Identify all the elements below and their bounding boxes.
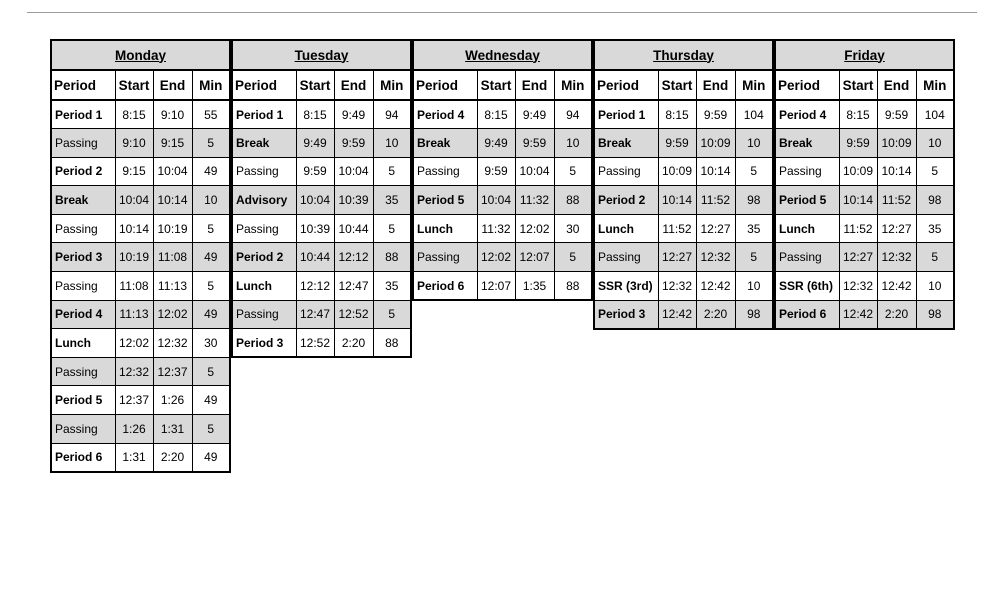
end-cell: 12:27 [877, 214, 916, 243]
start-cell: 12:02 [115, 329, 153, 358]
period-cell: Passing [775, 243, 839, 272]
day-table-thursday [593, 39, 774, 330]
end-cell: 10:09 [696, 129, 735, 158]
table-row [775, 129, 954, 158]
start-cell: 12:02 [477, 243, 515, 272]
start-cell: 12:27 [839, 243, 877, 272]
period-cell: Period 1 [594, 100, 658, 129]
start-cell: 10:39 [296, 214, 334, 243]
period-cell: Period 6 [775, 300, 839, 329]
period-cell: Period 5 [413, 186, 477, 215]
day-header: Friday [775, 40, 954, 70]
period-cell: Lunch [594, 214, 658, 243]
end-cell: 9:59 [696, 100, 735, 129]
start-cell: 9:15 [115, 157, 153, 186]
min-cell: 5 [192, 129, 230, 158]
min-cell: 10 [735, 129, 773, 158]
table-row [413, 129, 592, 158]
table-row [775, 100, 954, 129]
end-cell: 12:47 [334, 272, 373, 301]
period-cell: Passing [775, 157, 839, 186]
column-header-start: Start [839, 70, 877, 100]
end-cell: 12:02 [153, 300, 192, 329]
min-cell: 30 [192, 329, 230, 358]
start-cell: 12:42 [658, 300, 696, 329]
table-row [51, 243, 230, 272]
end-cell: 12:37 [153, 357, 192, 386]
table-row [232, 243, 411, 272]
column-header-start: Start [658, 70, 696, 100]
end-cell: 10:14 [153, 186, 192, 215]
table-row [594, 186, 773, 215]
min-cell: 30 [554, 214, 592, 243]
table-row [413, 272, 592, 301]
min-cell: 35 [373, 272, 411, 301]
start-cell: 10:44 [296, 243, 334, 272]
table-row [232, 329, 411, 358]
period-cell: Passing [51, 357, 115, 386]
start-cell: 8:15 [658, 100, 696, 129]
table-row [413, 186, 592, 215]
period-cell: Passing [232, 300, 296, 329]
period-cell: Period 3 [594, 300, 658, 329]
column-header-period: Period [775, 70, 839, 100]
min-cell: 5 [192, 214, 230, 243]
end-cell: 10:09 [877, 129, 916, 158]
period-cell: SSR (3rd) [594, 272, 658, 301]
min-cell: 10 [192, 186, 230, 215]
end-cell: 2:20 [153, 443, 192, 472]
column-header-period: Period [594, 70, 658, 100]
min-cell: 98 [735, 186, 773, 215]
table-row [775, 300, 954, 329]
min-cell: 5 [373, 214, 411, 243]
column-header-end: End [334, 70, 373, 100]
period-cell: Lunch [413, 214, 477, 243]
end-cell: 10:04 [334, 157, 373, 186]
min-cell: 5 [916, 243, 954, 272]
end-cell: 12:32 [877, 243, 916, 272]
period-cell: Passing [51, 129, 115, 158]
period-cell: Passing [413, 157, 477, 186]
start-cell: 9:49 [477, 129, 515, 158]
min-cell: 10 [373, 129, 411, 158]
end-cell: 11:08 [153, 243, 192, 272]
min-cell: 49 [192, 157, 230, 186]
column-header-end: End [153, 70, 192, 100]
start-cell: 12:12 [296, 272, 334, 301]
table-row [232, 157, 411, 186]
end-cell: 9:49 [515, 100, 554, 129]
period-cell: Passing [232, 214, 296, 243]
day-header: Wednesday [413, 40, 592, 70]
min-cell: 49 [192, 443, 230, 472]
start-cell: 12:07 [477, 272, 515, 301]
min-cell: 49 [192, 300, 230, 329]
period-cell: Passing [51, 272, 115, 301]
column-header-start: Start [115, 70, 153, 100]
period-cell: Break [51, 186, 115, 215]
period-cell: Break [775, 129, 839, 158]
min-cell: 5 [916, 157, 954, 186]
period-cell: Period 2 [232, 243, 296, 272]
start-cell: 11:32 [477, 214, 515, 243]
day-table-tuesday [231, 39, 412, 358]
start-cell: 12:37 [115, 386, 153, 415]
start-cell: 9:59 [477, 157, 515, 186]
period-cell: Lunch [232, 272, 296, 301]
table-row [232, 214, 411, 243]
start-cell: 8:15 [839, 100, 877, 129]
day-header: Tuesday [232, 40, 411, 70]
min-cell: 104 [916, 100, 954, 129]
min-cell: 5 [192, 272, 230, 301]
period-cell: Break [232, 129, 296, 158]
table-row [594, 129, 773, 158]
day-header: Thursday [594, 40, 773, 70]
start-cell: 8:15 [115, 100, 153, 129]
start-cell: 11:13 [115, 300, 153, 329]
period-cell: Period 3 [232, 329, 296, 358]
start-cell: 12:27 [658, 243, 696, 272]
column-header-period: Period [413, 70, 477, 100]
table-row [232, 272, 411, 301]
table-row [51, 129, 230, 158]
end-cell: 12:07 [515, 243, 554, 272]
table-row [232, 186, 411, 215]
start-cell: 1:31 [115, 443, 153, 472]
table-row [51, 415, 230, 444]
start-cell: 10:14 [839, 186, 877, 215]
min-cell: 10 [916, 272, 954, 301]
end-cell: 12:42 [696, 272, 735, 301]
column-header-start: Start [477, 70, 515, 100]
day-header: Monday [51, 40, 230, 70]
min-cell: 49 [192, 386, 230, 415]
start-cell: 11:52 [839, 214, 877, 243]
table-row [51, 272, 230, 301]
min-cell: 5 [554, 243, 592, 272]
end-cell: 9:49 [334, 100, 373, 129]
column-header-min: Min [373, 70, 411, 100]
end-cell: 2:20 [334, 329, 373, 358]
table-row [232, 300, 411, 329]
column-header-end: End [877, 70, 916, 100]
column-header-end: End [515, 70, 554, 100]
min-cell: 94 [373, 100, 411, 129]
column-header-min: Min [916, 70, 954, 100]
period-cell: Period 2 [51, 157, 115, 186]
column-header-end: End [696, 70, 735, 100]
table-row [51, 443, 230, 472]
min-cell: 88 [373, 329, 411, 358]
start-cell: 12:42 [839, 300, 877, 329]
end-cell: 10:04 [153, 157, 192, 186]
min-cell: 88 [554, 186, 592, 215]
min-cell: 35 [735, 214, 773, 243]
column-header-period: Period [51, 70, 115, 100]
end-cell: 12:32 [153, 329, 192, 358]
start-cell: 12:52 [296, 329, 334, 358]
end-cell: 10:04 [515, 157, 554, 186]
end-cell: 1:35 [515, 272, 554, 301]
table-row [413, 157, 592, 186]
end-cell: 12:42 [877, 272, 916, 301]
end-cell: 1:31 [153, 415, 192, 444]
start-cell: 12:32 [839, 272, 877, 301]
start-cell: 9:59 [839, 129, 877, 158]
min-cell: 49 [192, 243, 230, 272]
min-cell: 5 [373, 157, 411, 186]
start-cell: 9:59 [658, 129, 696, 158]
period-cell: Period 1 [51, 100, 115, 129]
day-table-monday [50, 39, 231, 473]
min-cell: 5 [192, 357, 230, 386]
period-cell: Passing [232, 157, 296, 186]
end-cell: 10:44 [334, 214, 373, 243]
table-row [51, 186, 230, 215]
start-cell: 9:59 [296, 157, 334, 186]
table-row [51, 357, 230, 386]
table-row [775, 186, 954, 215]
start-cell: 10:14 [658, 186, 696, 215]
period-cell: Period 5 [51, 386, 115, 415]
start-cell: 10:19 [115, 243, 153, 272]
day-table-wednesday [412, 39, 593, 301]
min-cell: 98 [916, 300, 954, 329]
top-divider [27, 12, 977, 13]
column-header-period: Period [232, 70, 296, 100]
start-cell: 12:32 [658, 272, 696, 301]
column-header-min: Min [192, 70, 230, 100]
start-cell: 1:26 [115, 415, 153, 444]
start-cell: 8:15 [477, 100, 515, 129]
period-cell: Break [413, 129, 477, 158]
end-cell: 12:12 [334, 243, 373, 272]
table-row [51, 100, 230, 129]
end-cell: 11:52 [877, 186, 916, 215]
min-cell: 35 [916, 214, 954, 243]
table-row [775, 214, 954, 243]
table-row [594, 157, 773, 186]
table-row [232, 100, 411, 129]
table-row [594, 214, 773, 243]
period-cell: Period 2 [594, 186, 658, 215]
min-cell: 94 [554, 100, 592, 129]
end-cell: 1:26 [153, 386, 192, 415]
start-cell: 12:32 [115, 357, 153, 386]
table-row [594, 100, 773, 129]
end-cell: 9:59 [334, 129, 373, 158]
end-cell: 9:59 [515, 129, 554, 158]
period-cell: Passing [594, 157, 658, 186]
period-cell: Lunch [775, 214, 839, 243]
period-cell: Break [594, 129, 658, 158]
period-cell: Advisory [232, 186, 296, 215]
start-cell: 9:49 [296, 129, 334, 158]
column-header-start: Start [296, 70, 334, 100]
min-cell: 88 [554, 272, 592, 301]
period-cell: Passing [413, 243, 477, 272]
min-cell: 35 [373, 186, 411, 215]
table-row [413, 243, 592, 272]
column-header-min: Min [735, 70, 773, 100]
min-cell: 5 [373, 300, 411, 329]
start-cell: 10:09 [839, 157, 877, 186]
end-cell: 10:19 [153, 214, 192, 243]
period-cell: Period 3 [51, 243, 115, 272]
min-cell: 88 [373, 243, 411, 272]
period-cell: Period 4 [775, 100, 839, 129]
end-cell: 2:20 [877, 300, 916, 329]
end-cell: 11:13 [153, 272, 192, 301]
min-cell: 98 [916, 186, 954, 215]
min-cell: 5 [735, 157, 773, 186]
table-row [775, 243, 954, 272]
end-cell: 10:14 [696, 157, 735, 186]
start-cell: 11:52 [658, 214, 696, 243]
start-cell: 10:14 [115, 214, 153, 243]
start-cell: 10:04 [115, 186, 153, 215]
min-cell: 5 [554, 157, 592, 186]
table-row [594, 243, 773, 272]
table-row [51, 157, 230, 186]
table-row [232, 129, 411, 158]
end-cell: 11:52 [696, 186, 735, 215]
end-cell: 10:14 [877, 157, 916, 186]
day-table-friday [774, 39, 955, 330]
period-cell: Period 5 [775, 186, 839, 215]
period-cell: Period 4 [413, 100, 477, 129]
start-cell: 8:15 [296, 100, 334, 129]
end-cell: 12:02 [515, 214, 554, 243]
end-cell: 12:32 [696, 243, 735, 272]
period-cell: Period 6 [413, 272, 477, 301]
end-cell: 10:39 [334, 186, 373, 215]
end-cell: 9:59 [877, 100, 916, 129]
min-cell: 10 [554, 129, 592, 158]
min-cell: 104 [735, 100, 773, 129]
period-cell: SSR (6th) [775, 272, 839, 301]
period-cell: Period 6 [51, 443, 115, 472]
end-cell: 11:32 [515, 186, 554, 215]
table-row [51, 329, 230, 358]
period-cell: Lunch [51, 329, 115, 358]
table-row [594, 272, 773, 301]
period-cell: Period 1 [232, 100, 296, 129]
period-cell: Passing [51, 415, 115, 444]
table-row [51, 386, 230, 415]
end-cell: 12:52 [334, 300, 373, 329]
table-row [51, 300, 230, 329]
min-cell: 10 [735, 272, 773, 301]
table-row [413, 214, 592, 243]
end-cell: 12:27 [696, 214, 735, 243]
table-row [51, 214, 230, 243]
start-cell: 11:08 [115, 272, 153, 301]
period-cell: Period 4 [51, 300, 115, 329]
end-cell: 2:20 [696, 300, 735, 329]
min-cell: 10 [916, 129, 954, 158]
min-cell: 55 [192, 100, 230, 129]
start-cell: 9:10 [115, 129, 153, 158]
start-cell: 12:47 [296, 300, 334, 329]
min-cell: 5 [735, 243, 773, 272]
end-cell: 9:15 [153, 129, 192, 158]
period-cell: Passing [51, 214, 115, 243]
min-cell: 98 [735, 300, 773, 329]
start-cell: 10:04 [477, 186, 515, 215]
column-header-min: Min [554, 70, 592, 100]
min-cell: 5 [192, 415, 230, 444]
start-cell: 10:04 [296, 186, 334, 215]
end-cell: 9:10 [153, 100, 192, 129]
table-row [775, 157, 954, 186]
table-row [413, 100, 592, 129]
table-row [594, 300, 773, 329]
period-cell: Passing [594, 243, 658, 272]
start-cell: 10:09 [658, 157, 696, 186]
table-row [775, 272, 954, 301]
